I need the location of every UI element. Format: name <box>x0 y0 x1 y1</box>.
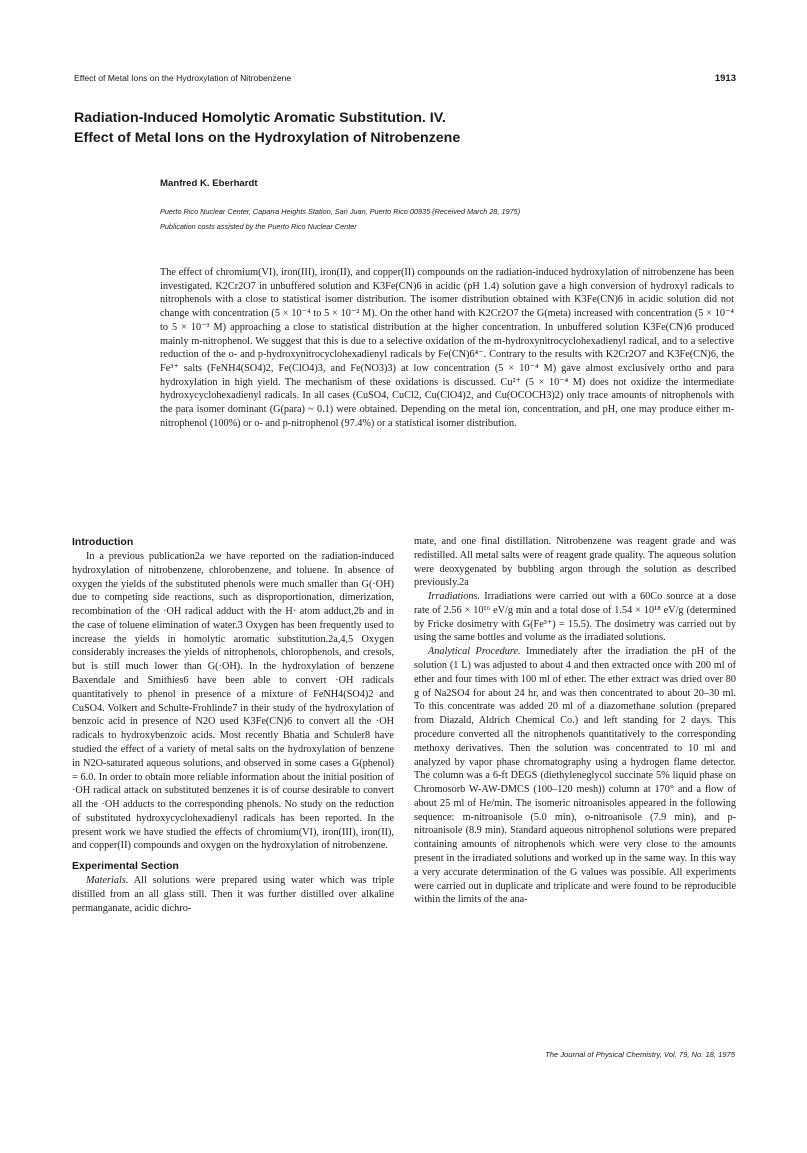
author-name: Manfred K. Eberhardt <box>160 178 258 189</box>
left-column <box>72 535 394 916</box>
irradiations-text: Irradiations were carried out with a 60Co source at a dose rate of 2.56 × 10¹⁶ eV/g min and a total dose of 1.54 × 10¹⁸ eV/g (determined by Fricke dosimetry with G(Fe³⁺) = 15.5). The dosimetry was carried out by using the same bottles and volume as the irradiated solutions. <box>414 591 736 644</box>
irradiations-paragraph <box>414 590 736 645</box>
materials-label: Materials. <box>86 875 129 887</box>
analytical-text: Immediately after the irradiation the pH of the solution (1 L) was adjusted to about 4 and then extracted once with 200 ml of ether and four times with 100 ml of ether. The ether extract was dried over 80 g of Na2SO4 for about 24 hr, and was then concentrated to about 20–30 ml. To this concentrate was added 20 ml of a diazomethane solution (prepared from Diazald, Aldrich Chemical Co.) and left standing for 2 days. This procedure converted all the nitrophenols quantitatively to the corresponding methoxy derivatives. Then the solution was concentrated to 10 ml and analyzed by vapor phase chromatography using a hydrogen flame detector. The column was a 6-ft DEGS (diethyleneglycol succinate 5% liquid phase on Chromosorb W-AW-DMCS (100–120 mesh)) column at 170° and a flow of about 25 ml of He/min. The isomeric nitroanisoles appeared in the following sequence: m-nitroanisole (5.0 min), o-nitroanisole (7.9 min), and p-nitroanisole (8.9 min). Standard aqueous nitrophenol solutions were prepared containing amounts of nitrophenols which were very close to the amounts present in the irradiated solutions and worked up in the same way. In this way a very accurate determination of the G values was possible. All experiments were carried out in duplicate and triplicate and were found to be reproducible within the limits of the ana- <box>414 646 736 906</box>
title-line-1: Radiation-Induced Homolytic Aromatic Substitution. IV. <box>74 110 446 126</box>
abstract: The effect of chromium(VI), iron(III), iron(II), and copper(II) compounds on the radiation-induced hydroxylation of nitrobenzene has been investigated. K2Cr2O7 in unbuffered solution and K3Fe(CN)6 in acidic (pH 1.4) solution gave a high conversion of hydroxyl radicals to nitrophenols with a close to statistical isomer distribution. The isomer distribution obtained with K3Fe(CN)6 in acidic solution did not change with concentration (5 × 10⁻⁴ to 5 × 10⁻² M). On the other hand with K2Cr2O7 the G(meta) increased with concentration (5 × 10⁻⁴ to 5 × 10⁻³ M) approaching a close to statistical distribution at the higher concentration. In unbuffered solution K3Fe(CN)6 produced mainly m-nitrophenol. We suggest that this is due to a selective oxidation of the m-hydroxynitrocyclohexadienyl radical, and to a selective reduction of the o- and p-hydroxynitrocyclohexadienyl radicals by Fe(CN)6⁴⁻. Contrary to the results with K2Cr2O7 and K3Fe(CN)6, the Fe³⁺ salts (FeNH4(SO4)2, Fe(ClO4)3, and Fe(NO3)3) at low concentration (5 × 10⁻⁴ M) gave almost exclusively ortho and para hydroxylation in high yield. The mechanism of these oxidations is discussed. Cu²⁺ (5 × 10⁻⁴ M) does not oxidize the intermediate hydroxycyclohexadienyl radicals. In all cases (CuSO4, CuCl2, Cu(ClO4)2, and Cu(OCOCH3)2) only trace amounts of nitrophenols with the para isomer dominant (G(para) ~ 0.1) were obtained. Depending on the metal ion, concentration, and pH, one may produce either m-nitrophenol (100%) or o- and p-nitrophenol (97.4%) or a statistical isomer distribution. <box>160 267 734 429</box>
irradiations-label: Irradiations. <box>428 591 481 603</box>
right-column <box>414 535 736 907</box>
analytical-label: Analytical Procedure. <box>428 646 521 658</box>
section-heading-introduction: Introduction <box>72 536 134 548</box>
materials-paragraph <box>72 874 394 915</box>
affiliation <box>160 204 740 234</box>
section-heading-experimental: Experimental Section <box>72 860 179 873</box>
running-head-title: Effect of Metal Ions on the Hydroxylation of Nitrobenzene <box>74 73 292 83</box>
affiliation-address: Puerto Rico Nuclear Center, Caparra Heights Station, San Juan, Puerto Rico 00935 (Received March 28, 1975) <box>160 207 521 216</box>
analytical-paragraph <box>414 645 736 907</box>
materials-text: All solutions were prepared using water which was triple distilled from an all glass still. Then it was further distilled over alkaline permanganate, acidic dichro- <box>72 875 394 914</box>
introduction-paragraph: In a previous publication2a we have reported on the radiation-induced hydroxylation of nitrobenzene, chlorobenzene, and toluene. In absence of oxygen the yields of the substituted phenols were much smaller than G(·OH) due to competing side reactions, such as disproportionation, dimerization, recombination of the ·OH radical adduct with the H· atom adduct,2b and in the case of toluene elimination of water.3 Oxygen has been frequently used to increase the yields in homolytic aromatic substitution.2a,4,5 Oxygen considerably increases the yields of nitrophenols, chlorophenols, and cresols, but is still much lower than G(·OH). In the hydroxylation of benzene Baxendale and Smithies6 have been able to convert ·OH radicals quantitatively to phenol in presence of a mixture of FeNH4(SO4)2 and CuSO4. Volkert and Schulte-Frohlinde7 in their study of the hydroxylation of benzoic acid in presence of N2O used K3Fe(CN)6 to convert all the ·OH radicals to hydroxybenzoic acids. Most recently Bhatia and Schuler8 have studied the effect of a variety of metal salts on the hydroxylation of benzene in N2O-saturated aqueous solutions, and observed in some cases a G(phenol) = 6.0. In order to obtain more reliable information about the initial position of ·OH radical attack on substituted benzenes it is of course desirable to convert all the ·OH adducts to the corresponding phenols. No study on the reduction of substituted hydroxycyclohexadienyl radicals has been reported. In the present work we have studied the effects of chromium(VI), iron(III), iron(II), and copper(II) compounds and oxygen on the hydroxylation of nitrobenzene. <box>72 551 394 852</box>
title-line-2: Effect of Metal Ions on the Hydroxylation of Nitrobenzene <box>74 130 461 146</box>
publication-costs-note: Publication costs assisted by the Puerto Rico Nuclear Center <box>160 222 357 231</box>
running-head <box>74 73 736 84</box>
page-number: 1913 <box>714 73 736 84</box>
journal-footer: The Journal of Physical Chemistry, Vol. 79, No. 18, 1975 <box>545 1050 735 1059</box>
article-title <box>74 108 736 148</box>
materials-continued: mate, and one final distillation. Nitrobenzene was reagent grade and was redistilled. All metal salts were of reagent grade quality. The aqueous solution were deoxygenated by bubbling argon through the solution as described previously.2a <box>414 536 736 589</box>
